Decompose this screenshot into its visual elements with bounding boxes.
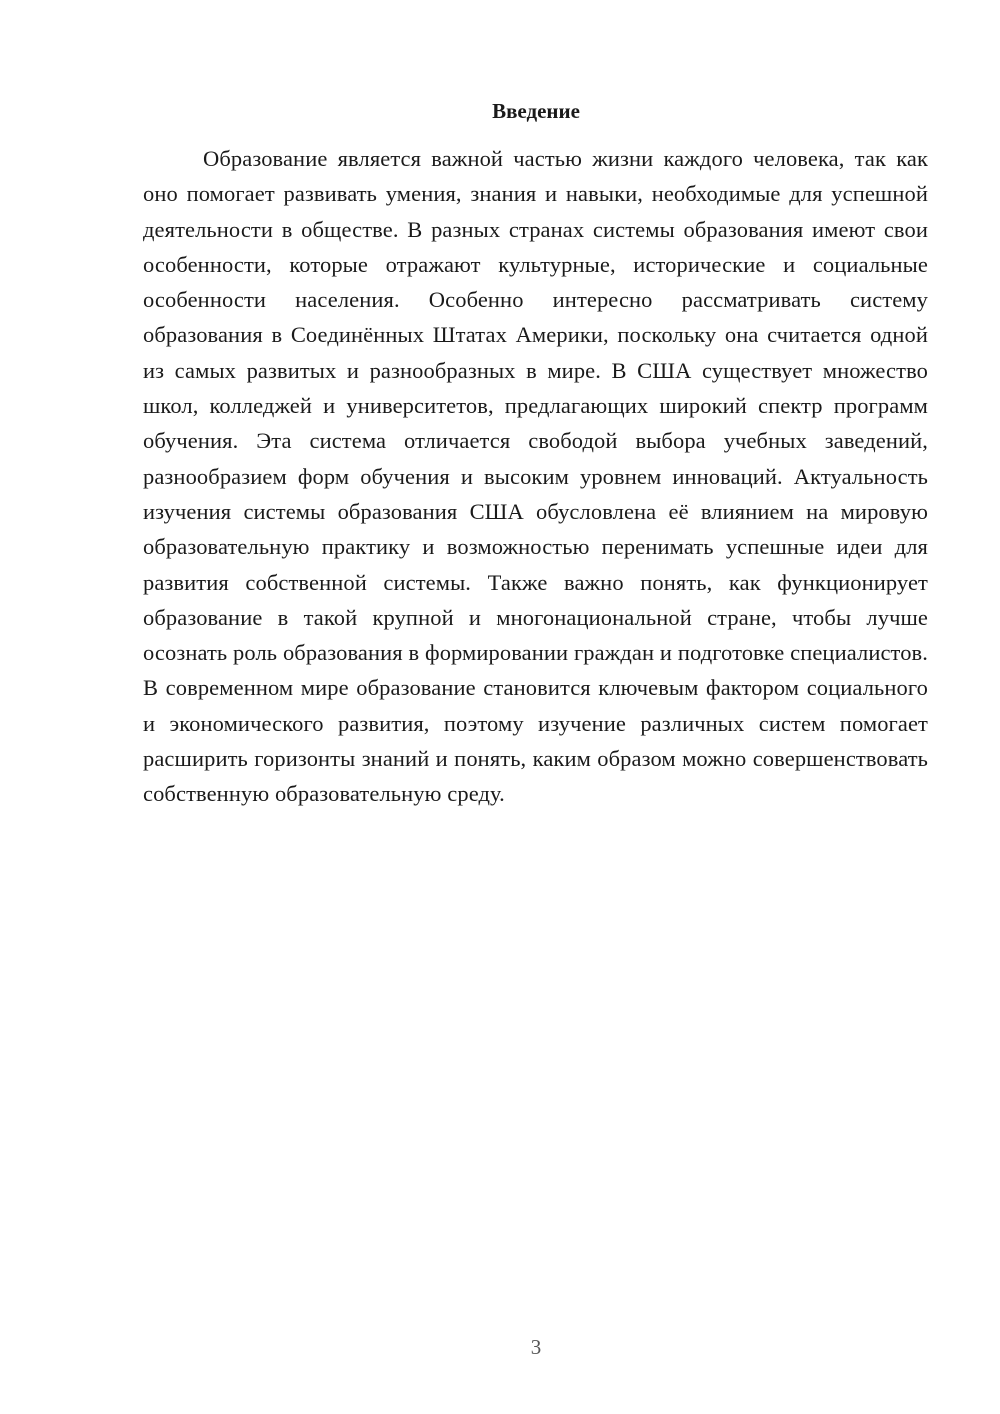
body-paragraph: Образование является важной частью жизни каждого человека, так как оно помогает развивать умения, знания и навыки, необходимые для успешной деятельности в обществе. В разных странах системы образования имеют свои особенности, которые отражают культурные, исторические и социальные особенности населения. Особенно интересно рассматривать систему образования в Соединённых Штатах Америки, поскольку она считается одной из самых развитых и разнообразных в мире. В США существует множество школ, колледжей и университетов, предлагающих широкий спектр программ обучения. Эта система отличается свободой выбора учебных заведений, разнообразием форм обучения и высоким уровнем инноваций. Актуальность изучения системы образования США обусловлена её влиянием на мировую образовательную практику и возможностью перенимать успешные идеи для развития собственной системы. Также важно понять, как функционирует образование в такой крупной и многонациональной стране, чтобы лучше осознать роль образования в формировании граждан и подготовке специалистов. В современном мире образование становится ключевым фактором социального и экономического развития, поэтому изучение различных систем помогает расширить горизонты знаний и понять, каким образом можно совершенствовать собственную образовательную среду. — [143, 146, 928, 807]
page-number: 3 — [530, 1335, 542, 1359]
section-heading: Введение — [492, 99, 580, 123]
